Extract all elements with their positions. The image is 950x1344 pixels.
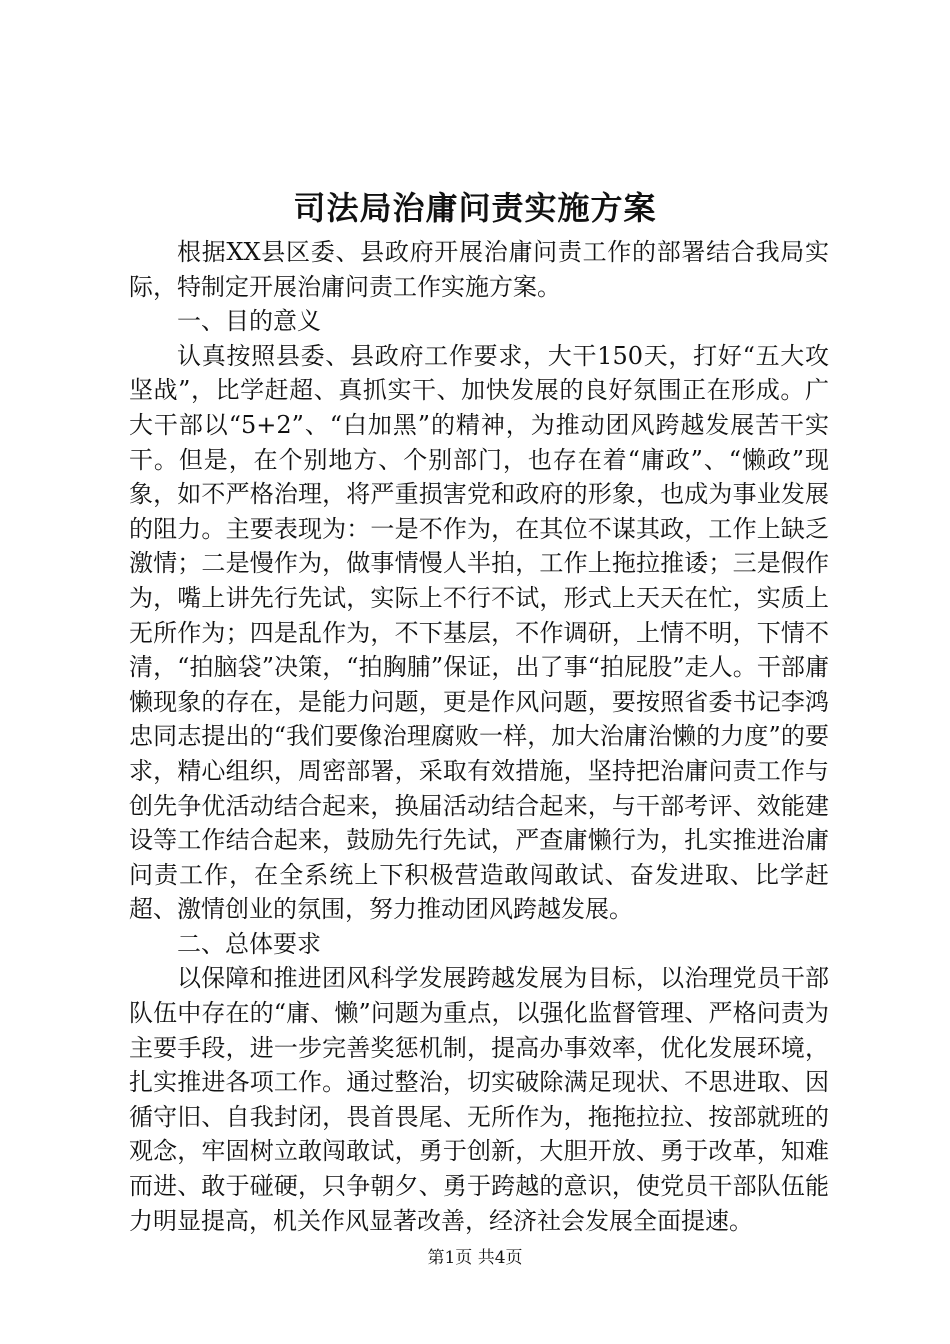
document-body (129, 235, 829, 1238)
document-title: 司法局治庸问责实施方案 (293, 189, 657, 227)
section-heading-purpose: 一、目的意义 (177, 307, 321, 336)
paragraph-requirements: 以保障和推进团风科学发展跨越发展为目标，以治理党员干部队伍中存在的“庸、懒”问题为重点，以强化监督管理、严格问责为主要手段，进一步完善奖惩机制，提高办事效率，优化发展环境，扎实推进各项工作。通过整治，切实破除满足现状、不思进取、因循守旧、自我封闭，畏首畏尾、无所作为，拖拖拉拉、按部就班的观念，牢固树立敢闯敢试，勇于创新，大胆开放、勇于改革，知难而进、敢于碰硬，只争朝夕、勇于跨越的意识，使党员干部队伍能力明显提高，机关作风显著改善，经济社会发展全面提速。 (129, 964, 829, 1235)
section-heading-requirements: 二、总体要求 (177, 929, 321, 958)
page-number-footer: 第1页 共4页 (427, 1248, 523, 1268)
paragraph-purpose: 认真按照县委、县政府工作要求，大干150天，打好“五大攻坚战”，比学赶超、真抓实干、加快发展的良好氛围正在形成。广大干部以“5+2”、“白加黑”的精神，为推动团风跨越发展苦干实干。但是，在个别地方、个别部门，也存在着“庸政”、“懒政”现象，如不严格治理，将严重损害党和政府的形象，也成为事业发展的阻力。主要表现为：一是不作为，在其位不谋其政，工作上缺乏激情；二是慢作为，做事情慢人半拍，工作上拖拉推诿；三是假作为，嘴上讲先行先试，实际上不行不试，形式上天天在忙，实质上无所作为；四是乱作为，不下基层，不作调研，上情不明，下情不清，“拍脑袋”决策，“拍胸脯”保证，出了事“拍屁股”走人。干部庸懒现象的存在，是能力问题，更是作风问题，要按照省委书记李鸿忠同志提出的“我们要像治理腐败一样，加大治庸治懒的力度”的要求，精心组织，周密部署，采取有效措施，坚持把治庸问责工作与创先争优活动结合起来，换届活动结合起来，与干部考评、效能建设等工作结合起来，鼓励先行先试，严查庸懒行为，扎实推进治庸问责工作，在全系统上下积极营造敢闯敢试、奋发进取、比学赶超、激情创业的氛围，努力推动团风跨越发展。 (129, 341, 829, 924)
paragraph-intro: 根据XX县区委、县政府开展治庸问责工作的部署结合我局实际，特制定开展治庸问责工作实施方案。 (129, 238, 829, 301)
